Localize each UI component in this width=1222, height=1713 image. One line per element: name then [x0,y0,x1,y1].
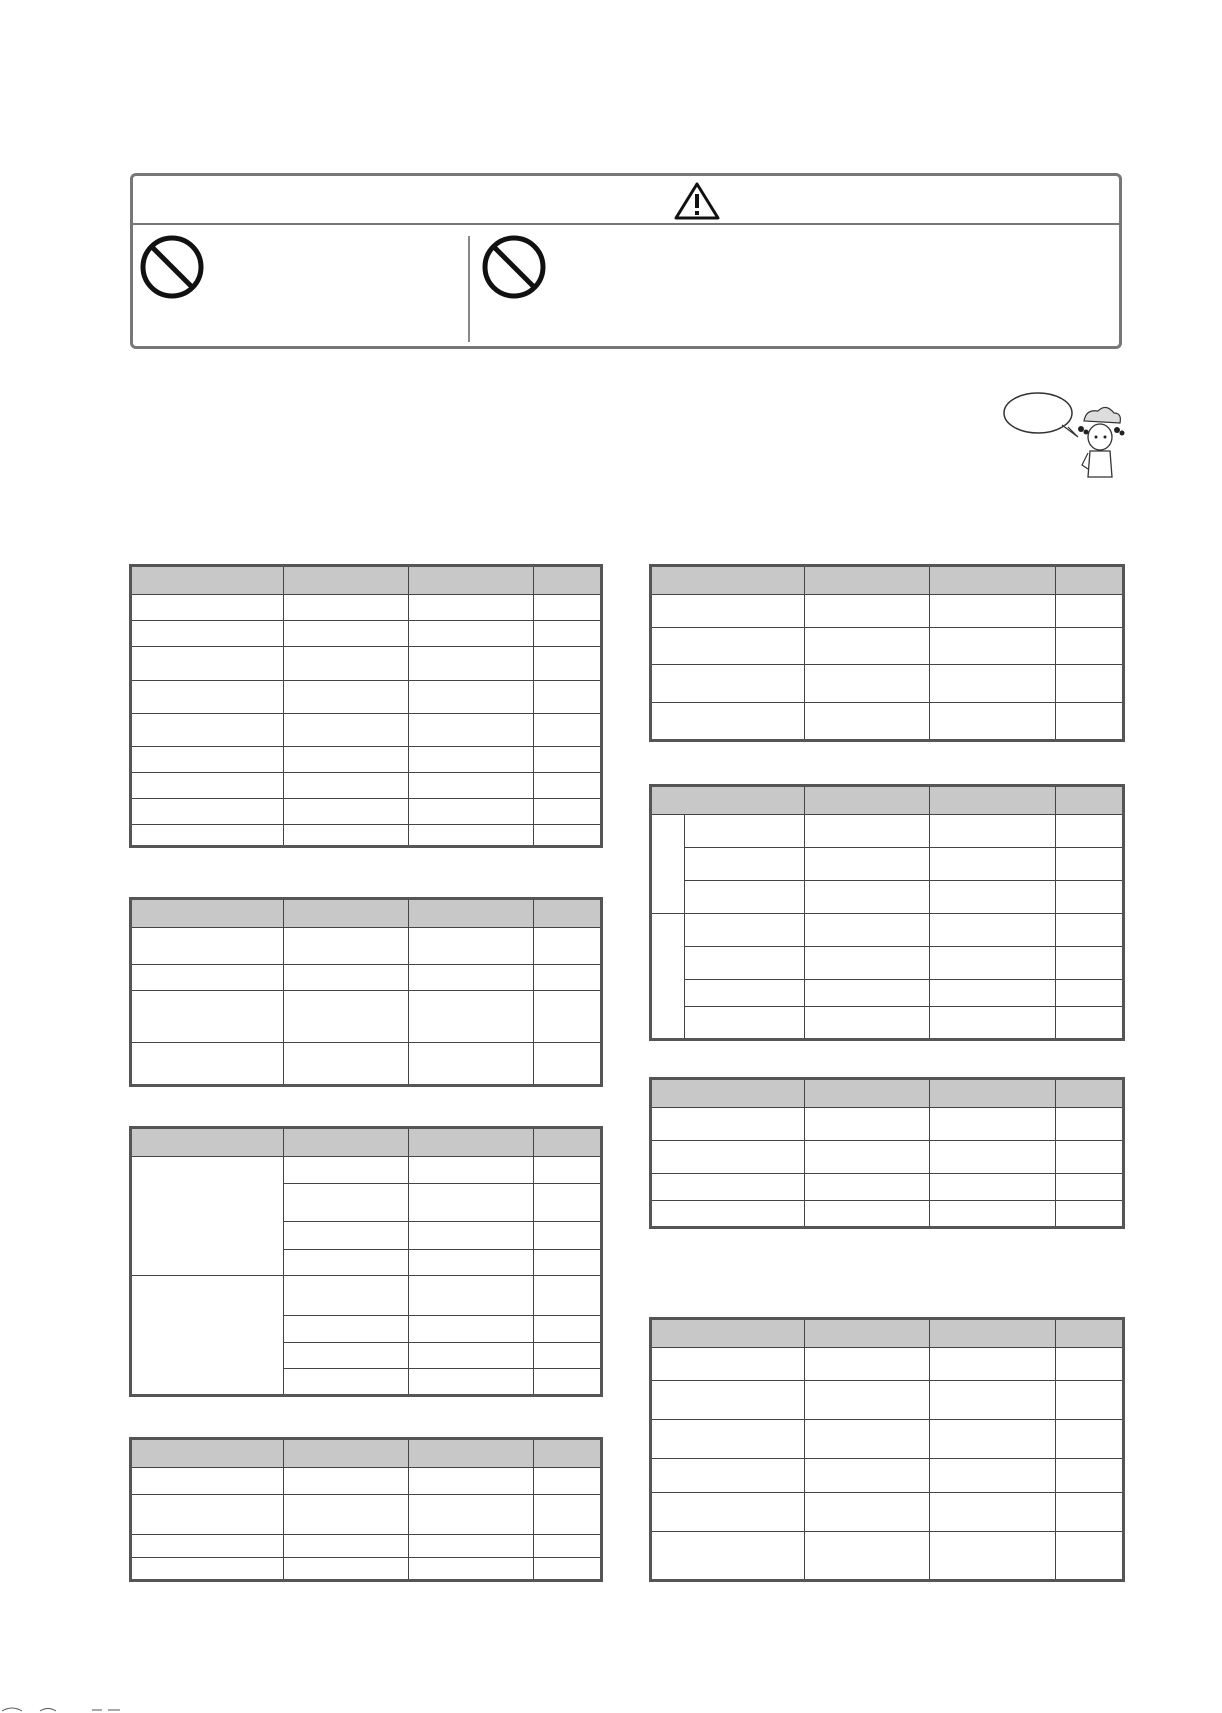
warning-right-section [481,234,547,304]
table-row [131,1157,602,1184]
table-left-4 [129,1437,603,1582]
footer-marks [0,1703,140,1713]
table-row [651,1493,1124,1532]
table-row [131,1558,602,1581]
speech-bubble [1004,393,1072,433]
table-right-2 [649,784,1125,1041]
table-row [131,928,602,965]
table-row [131,773,602,799]
table-row [651,1108,1124,1141]
table-row [651,1201,1124,1228]
table-row [131,621,602,647]
table-header-row [131,899,602,928]
table-row [651,1174,1124,1201]
table-header-row [131,1128,602,1157]
table-row [651,628,1124,665]
chef-hat [1084,407,1120,423]
warning-header [133,176,1119,225]
table-header-row [651,566,1124,595]
table-row [651,665,1124,703]
table-row [651,848,1124,881]
prohibited-icon [481,234,547,300]
table-header-row [651,1079,1124,1108]
warning-left-section [139,234,205,304]
table-row [131,799,602,825]
table-row [131,1043,602,1086]
table-left-3 [129,1126,603,1397]
table-row [651,1007,1124,1040]
table-row [131,965,602,991]
warning-box [130,173,1122,349]
table-row [131,1468,602,1495]
table-row [131,825,602,847]
table-row [651,914,1124,947]
table-row [131,714,602,747]
warning-divider [468,236,470,342]
table-row [131,595,602,621]
table-row [131,747,602,773]
table-row [651,595,1124,628]
table-header-row [651,786,1124,815]
chef-face [1088,424,1112,450]
table-row [651,1420,1124,1459]
table-row [651,1459,1124,1493]
table-row [651,980,1124,1007]
table-row [131,1495,602,1535]
table-row [651,947,1124,980]
table-row [651,1141,1124,1174]
warning-triangle-icon [673,181,721,221]
table-right-3 [649,1077,1125,1229]
chef-illustration [1000,385,1125,485]
prohibited-icon [139,234,205,300]
table-row [651,703,1124,741]
table-right-4 [649,1317,1125,1582]
table-left-1 [129,564,603,848]
table-row [131,647,602,681]
table-row [131,1535,602,1558]
table-row [131,991,602,1043]
table-row [651,815,1124,848]
table-row [651,1348,1124,1381]
chef-body [1088,451,1112,477]
table-row [651,1381,1124,1420]
table-row [131,1276,602,1316]
table-header-row [131,1439,602,1468]
table-row [651,881,1124,914]
table-row [651,1532,1124,1581]
table-right-1 [649,564,1125,742]
table-left-2 [129,897,603,1087]
table-header-row [131,566,602,595]
table-row [131,681,602,714]
table-header-row [651,1319,1124,1348]
